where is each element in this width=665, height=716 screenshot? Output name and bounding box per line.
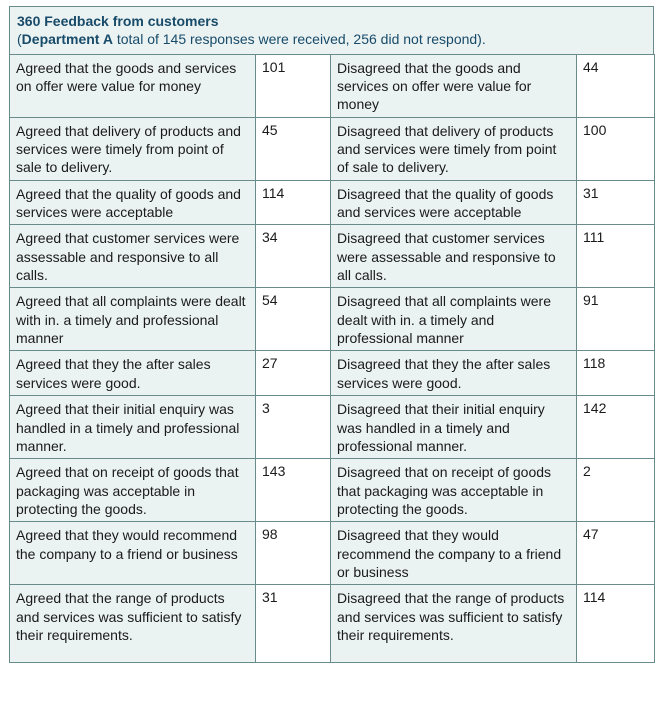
table-row	[10, 351, 655, 396]
agree-count: 98	[256, 522, 331, 585]
agree-statement: Agreed that the quality of goods and services were acceptable	[10, 181, 256, 225]
agree-count: 143	[256, 459, 331, 522]
department-name: Department A	[21, 31, 113, 47]
response-summary: total of 145 responses were received, 256 did not respond).	[112, 31, 486, 47]
disagree-count: 31	[577, 181, 655, 225]
disagree-count: 114	[577, 585, 655, 663]
table-row	[10, 522, 655, 585]
table-row	[10, 459, 655, 522]
agree-count: 3	[256, 396, 331, 459]
feedback-table-body	[10, 55, 655, 663]
disagree-statement: Disagreed that all complaints were dealt with in. a timely and professional manner	[331, 288, 577, 351]
disagree-count: 2	[577, 459, 655, 522]
agree-statement: Agreed that the goods and services on offer were value for money	[10, 55, 256, 118]
disagree-count: 118	[577, 351, 655, 396]
agree-count: 101	[256, 55, 331, 118]
subtitle: (Department A total of 145 responses were received, 256 did not respond).	[17, 31, 486, 47]
agree-count: 45	[256, 118, 331, 181]
disagree-statement: Disagreed that on receipt of goods that packaging was acceptable in protecting the goods.	[331, 459, 577, 522]
agree-statement: Agreed that the range of products and services was sufficient to satisfy their requirements.	[10, 585, 256, 663]
disagree-statement: Disagreed that the goods and services on offer were value for money	[331, 55, 577, 118]
disagree-statement: Disagreed that delivery of products and services were timely from point of sale to delivery.	[331, 118, 577, 181]
table-row	[10, 288, 655, 351]
agree-count: 34	[256, 225, 331, 288]
agree-count: 54	[256, 288, 331, 351]
disagree-count: 44	[577, 55, 655, 118]
table-row	[10, 396, 655, 459]
disagree-statement: Disagreed that they would recommend the company to a friend or business	[331, 522, 577, 585]
agree-statement: Agreed that they the after sales services were good.	[10, 351, 256, 396]
table-row	[10, 225, 655, 288]
page-title: 360 Feedback from customers	[17, 13, 219, 29]
agree-statement: Agreed that delivery of products and services were timely from point of sale to delivery.	[10, 118, 256, 181]
table-header	[9, 6, 654, 54]
disagree-statement: Disagreed that customer services were assessable and responsive to all calls.	[331, 225, 577, 288]
agree-statement: Agreed that on receipt of goods that packaging was acceptable in protecting the goods.	[10, 459, 256, 522]
table-row	[10, 181, 655, 225]
disagree-count: 111	[577, 225, 655, 288]
table-row	[10, 585, 655, 663]
disagree-statement: Disagreed that their initial enquiry was handled in a timely and professional manner.	[331, 396, 577, 459]
agree-statement: Agreed that all complaints were dealt with in. a timely and professional manner	[10, 288, 256, 351]
disagree-count: 91	[577, 288, 655, 351]
disagree-count: 47	[577, 522, 655, 585]
feedback-panel	[9, 6, 654, 663]
agree-statement: Agreed that customer services were assessable and responsive to all calls.	[10, 225, 256, 288]
agree-count: 114	[256, 181, 331, 225]
table-row	[10, 118, 655, 181]
agree-statement: Agreed that their initial enquiry was handled in a timely and professional manner.	[10, 396, 256, 459]
table-row	[10, 55, 655, 118]
disagree-statement: Disagreed that the quality of goods and services were acceptable	[331, 181, 577, 225]
agree-count: 31	[256, 585, 331, 663]
feedback-table	[9, 54, 655, 663]
agree-count: 27	[256, 351, 331, 396]
disagree-count: 100	[577, 118, 655, 181]
disagree-count: 142	[577, 396, 655, 459]
disagree-statement: Disagreed that the range of products and services was sufficient to satisfy their requirements.	[331, 585, 577, 663]
agree-statement: Agreed that they would recommend the company to a friend or business	[10, 522, 256, 585]
disagree-statement: Disagreed that they the after sales services were good.	[331, 351, 577, 396]
